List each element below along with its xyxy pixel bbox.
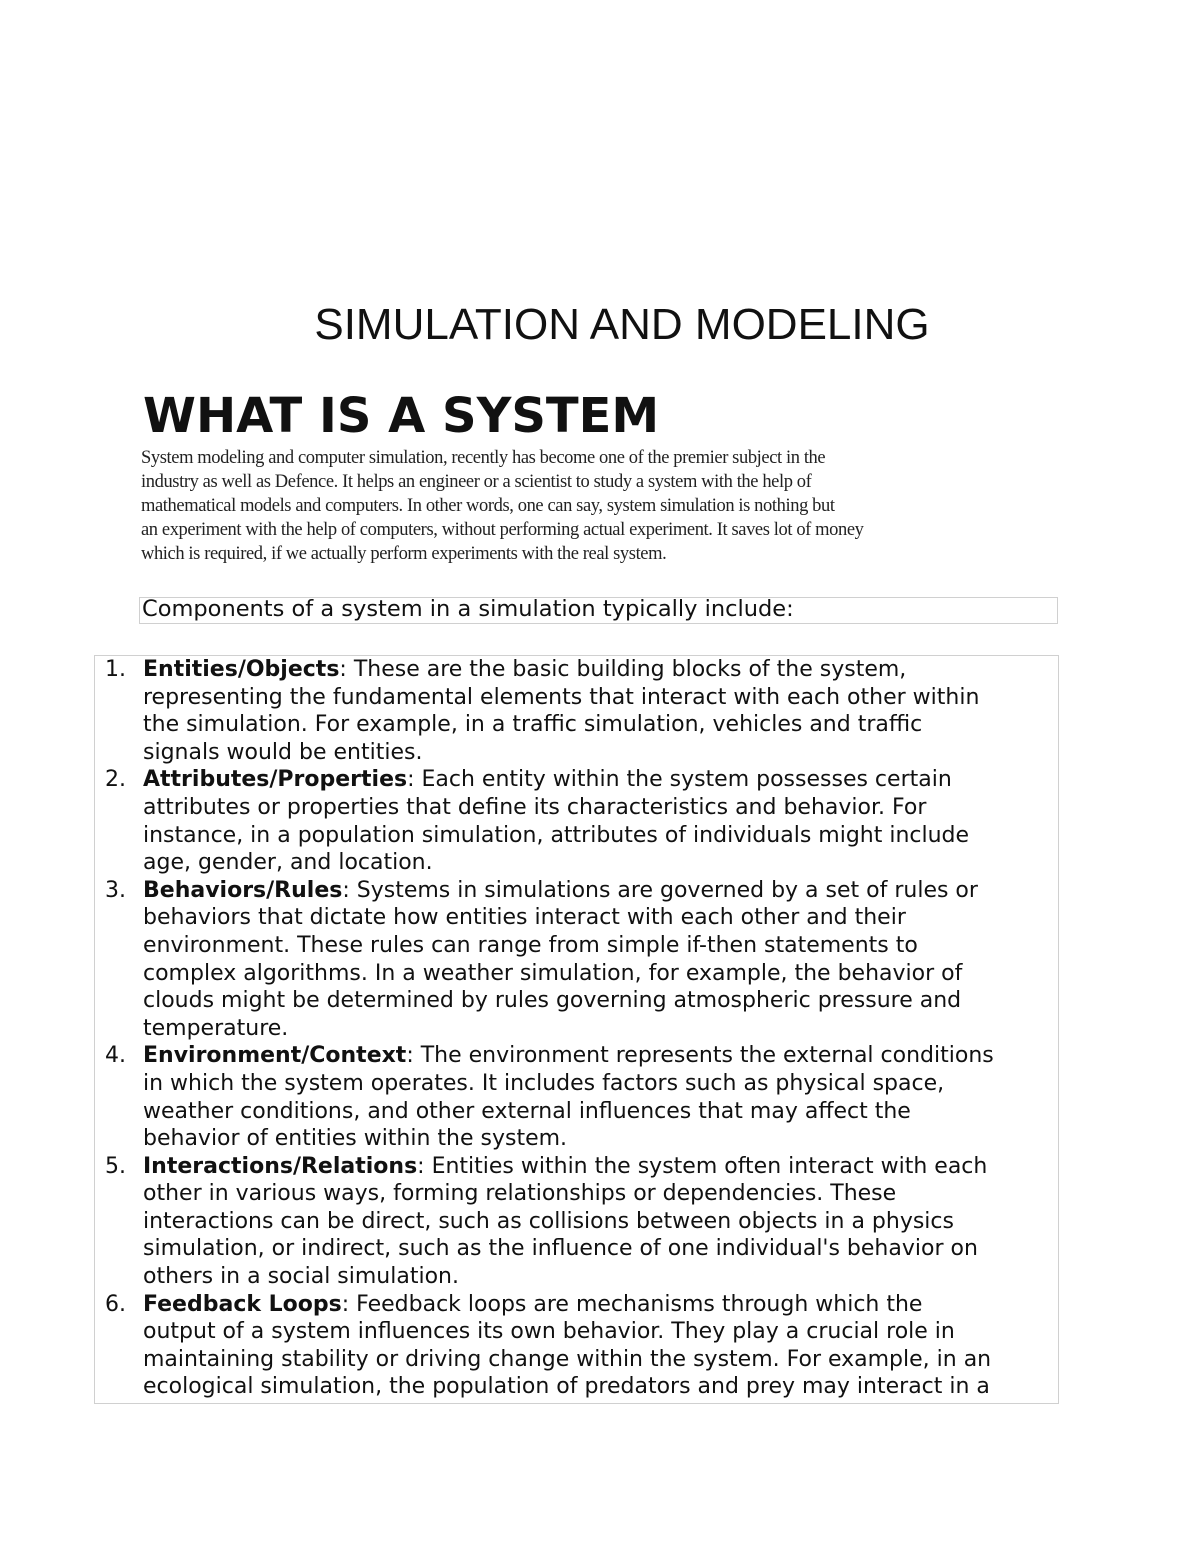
components-intro-box: [139, 597, 1058, 624]
list-item-term: Attributes/Properties: [143, 767, 408, 793]
intro-line: industry as well as Defence. It helps an engineer or a scientist to study a system with the help of: [141, 472, 812, 492]
list-number: 5.: [105, 1153, 126, 1179]
list-number: 1.: [105, 657, 126, 682]
list-number: 3.: [105, 877, 126, 903]
list-item-line: other in various ways, forming relationships or dependencies. These: [143, 1181, 897, 1207]
list-item-line: instance, in a population simulation, attributes of individuals might include: [143, 822, 970, 848]
list-item-line: [143, 1042, 1058, 1070]
list-item-text: : Feedback loops are mechanisms through which the: [341, 1291, 923, 1317]
list-item-term: Interactions/Relations: [143, 1153, 418, 1179]
list-item-line: behaviors that dictate how entities interact with each other and their: [143, 905, 906, 931]
list-item-line: output of a system influences its own behavior. They play a crucial role in: [143, 1319, 955, 1345]
list-item-line: simulation, or indirect, such as the influence of one individual's behavior on: [143, 1236, 978, 1262]
list-item-line: complex algorithms. In a weather simulation, for example, the behavior of: [143, 960, 963, 986]
list-item-line: in which the system operates. It includes factors such as physical space,: [143, 1070, 945, 1096]
components-list: [95, 656, 1058, 1401]
list-item-line: [143, 766, 1058, 794]
list-item-line: the simulation. For example, in a traffic simulation, vehicles and traffic: [143, 712, 923, 738]
list-item-term: Feedback Loops: [143, 1291, 342, 1317]
list-item: [95, 1042, 1058, 1152]
list-item-line: maintaining stability or driving change within the system. For example, in an: [143, 1346, 992, 1372]
list-item-line: representing the fundamental elements that interact with each other within: [143, 684, 980, 710]
list-item-line: ecological simulation, the population of predators and prey may interact in a: [143, 1374, 990, 1400]
list-item-text: : These are the basic building blocks of the system,: [339, 657, 907, 682]
list-item-text: : Each entity within the system possesses certain: [407, 767, 952, 793]
list-number: 2.: [105, 767, 126, 793]
intro-line: mathematical models and computers. In other words, one can say, system simulation is nothing but: [141, 496, 835, 516]
components-list-box: [94, 655, 1059, 1404]
list-item-line: interactions can be direct, such as collisions between objects in a physics: [143, 1208, 954, 1234]
list-item-term: Environment/Context: [143, 1043, 407, 1069]
list-item-term: Entities/Objects: [143, 657, 340, 682]
section-heading: WHAT IS A SYSTEM: [143, 388, 660, 444]
intro-line: an experiment with the help of computers, without performing actual experiment. It saves lot of money: [141, 520, 864, 540]
list-item-text: : Entities within the system often interact with each: [417, 1153, 988, 1179]
list-item: [95, 1153, 1058, 1291]
list-number: 6.: [105, 1291, 126, 1317]
list-item: [95, 656, 1058, 766]
list-item-text: : Systems in simulations are governed by a set of rules or: [342, 877, 978, 903]
list-item-term: Behaviors/Rules: [143, 877, 343, 903]
list-item-line: [143, 1291, 1058, 1319]
list-item-line: weather conditions, and other external influences that may affect the: [143, 1098, 911, 1124]
intro-line: System modeling and computer simulation, recently has become one of the premier subject in the: [141, 448, 826, 468]
list-item-line: attributes or properties that define its characteristics and behavior. For: [143, 794, 927, 820]
list-item: [95, 877, 1058, 1043]
list-number: 4.: [105, 1043, 126, 1069]
list-item-line: environment. These rules can range from simple if-then statements to: [143, 932, 918, 958]
list-item-line: signals would be entities.: [143, 739, 423, 765]
list-item-line: [143, 877, 1058, 905]
list-item-line: [143, 1153, 1058, 1181]
list-item-line: age, gender, and location.: [143, 850, 433, 876]
document-title: SIMULATION AND MODELING: [314, 300, 930, 349]
list-item: [95, 766, 1058, 876]
intro-paragraph: [141, 446, 1011, 566]
list-item-line: behavior of entities within the system.: [143, 1126, 568, 1152]
list-item-line: temperature.: [143, 1015, 289, 1041]
list-item-line: clouds might be determined by rules governing atmospheric pressure and: [143, 988, 962, 1014]
list-item-text: : The environment represents the external conditions: [406, 1043, 994, 1069]
list-item-line: [143, 656, 1058, 684]
list-item: [95, 1291, 1058, 1401]
components-intro-text: Components of a system in a simulation typically include:: [142, 596, 794, 622]
intro-line: which is required, if we actually perform experiments with the real system.: [141, 544, 667, 564]
list-item-line: others in a social simulation.: [143, 1264, 459, 1290]
